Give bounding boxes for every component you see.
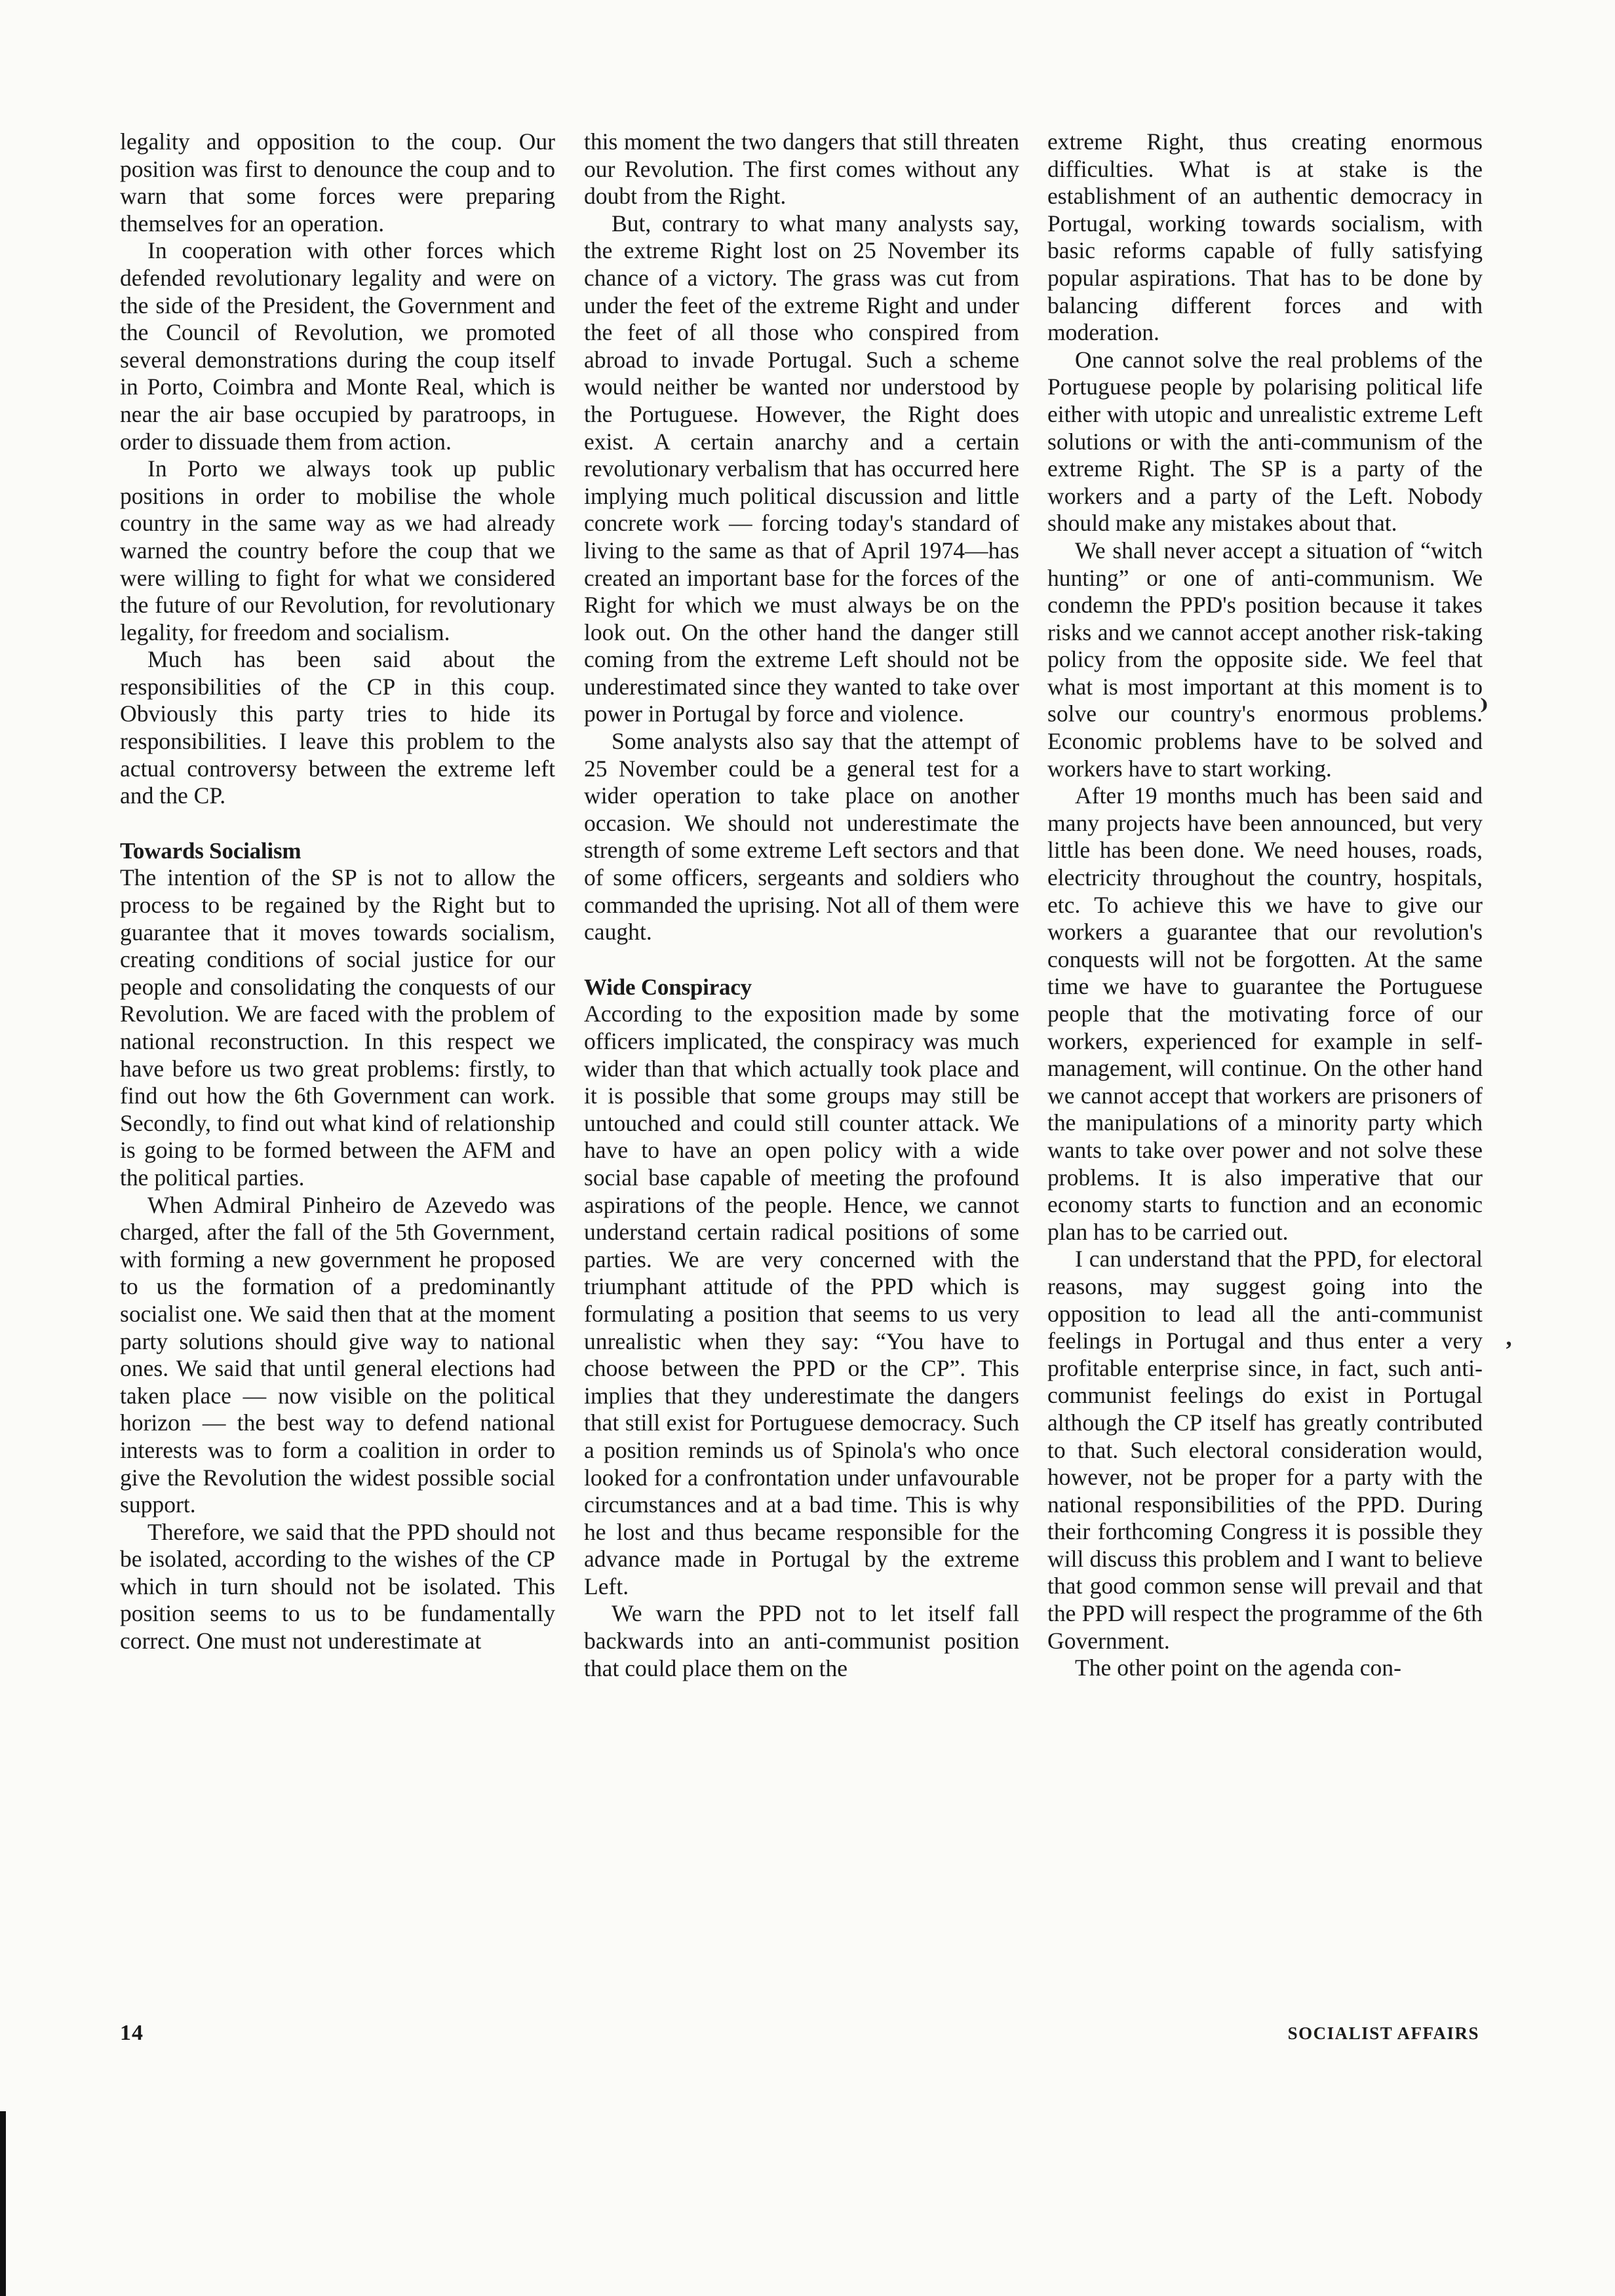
paragraph: But, contrary to what many analysts say, the extreme Right lost on 25 November its chance of a victory. The grass was cut from under the feet of the extreme Right and under the feet of all those who conspired from abroad to invade Portugal. Such a scheme would neither be wanted nor understood by the Portuguese. However, the Right does exist. A certain anarchy and a certain revolutionary verbalism that has occurred here implying much political discussion and little concrete work — forcing today's standard of living to the same as that of April 1974—has created an important base for the forces of the Right for which we must always be on the look out. On the other hand the danger still coming from the extreme Left should not be underestimated since they wanted to take over power in Portugal by force and violence. <box>584 210 1019 727</box>
paragraph: legality and opposition to the coup. Our position was first to denounce the coup and to warn that some forces were preparing themselves for an operation. <box>120 128 555 237</box>
paragraph: According to the exposition made by some officers implicated, the conspiracy was much wider than that which actually took place and it is possible that some groups may still be untouched and could still counter attack. We have to have an open policy with a wide social base capable of meeting the profound aspirations of the people. Hence, we cannot understand certain radical positions of some parties. We are very concerned with the triumphant attitude of the PPD which is formulating a position that seems to us very unrealistic when they say: “You have to choose between the PPD or the CP”. This implies that they underestimate the dangers that still exist for Portuguese democracy. Such a position reminds us of Spinola's who once looked for a confrontation under unfavourable circumstances and at a bad time. This is why he lost and thus became responsible for the advance made in Portugal by the extreme Left. <box>584 1001 1019 1599</box>
paragraph: Much has been said about the responsibilities of the CP in this coup. Obviously this party tries to hide its responsibilities. I leave this problem to the actual controversy between the extreme left and the CP. <box>120 646 555 809</box>
page-number: 14 <box>120 2021 144 2045</box>
paragraph: The intention of the SP is not to allow the process to be regained by the Right but to guarantee that it moves towards socialism, creating conditions of social justice for our people and consolidating the conquests of our Revolution. We are faced with the problem of national reconstruction. In this respect we have before us two great problems: firstly, to find out how the 6th Government can work. Secondly, to find out what kind of relationship is going to be formed between the AFM and the political parties. <box>120 864 555 1191</box>
paragraph: Some analysts also say that the attempt of 25 November could be a general test for a wider operation to take place on another occasion. We should not underestimate the strength of some extreme Left sectors and that of some officers, sergeants and soldiers who commanded the uprising. Not all of them were caught. <box>584 728 1019 946</box>
paragraph: In Porto we always took up public positions in order to mobilise the whole country in the same way as we had already warned the country before the coup that we were willing to fight for what we considered the future of our Revolution, for revolutionary legality, for freedom and socialism. <box>120 455 555 645</box>
paragraph: The other point on the agenda con- <box>1075 1655 1401 1681</box>
margin-smudge-mark: ⁾ <box>1480 694 1489 726</box>
paragraph: When Admiral Pinheiro de Azevedo was charged, after the fall of the 5th Government, with forming a new government he proposed to us the formation of a predominantly socialist one. We said then that at the moment party solutions should give way to national ones. We said that until general elections had taken place — now visible on the political horizon — the best way to defend national interests was to form a coalition in order to give the Revolution the widest possible social support. <box>120 1191 555 1518</box>
paragraph: extreme Right, thus creating enormous difficulties. What is at stake is the establishment of an authentic democracy in Portugal, working towards socialism, with basic reforms capable of fully satisfying popular aspirations. That has to be done by balancing different forces and with moderation. <box>1047 128 1483 346</box>
text-column-1 <box>120 128 555 1655</box>
scan-edge-mark <box>0 2111 6 2296</box>
section-heading: Towards Socialism <box>120 837 302 864</box>
margin-smudge-mark: ‚ <box>1505 1324 1513 1350</box>
paragraph: I can understand that the PPD, for electoral reasons, may suggest going into the opposition to lead all the anti-communist feelings in Portugal and thus enter a very profitable enterprise since, in fact, such anti-communist feelings do exist in Portugal although the CP itself has greatly contributed to that. Such electoral consideration would, however, not be proper for a party with the national responsibilities of the PPD. During their forthcoming Congress it is possible they will discuss this problem and I want to believe that good common sense will prevail and that the PPD will respect the programme of the 6th Government. <box>1047 1246 1483 1654</box>
text-column-2 <box>584 128 1019 1682</box>
section-heading: Wide Conspiracy <box>584 974 752 1000</box>
paragraph: Therefore, we said that the PPD should not be isolated, according to the wishes of the CP which in turn should not be isolated. This position seems to us to be fundamentally correct. One must not underestimate at <box>120 1518 555 1655</box>
paragraph: One cannot solve the real problems of the Portuguese people by polarising political life either with utopic and unrealistic extreme Left solutions or with the anti-communism of the extreme Right. The SP is a party of the workers and a party of the Left. Nobody should make any mistakes about that. <box>1047 346 1483 537</box>
paragraph: this moment the two dangers that still threaten our Revolution. The first comes without any doubt from the Right. <box>584 128 1019 210</box>
paragraph: We warn the PPD not to let itself fall backwards into an anti-communist position that could place them on the <box>584 1600 1019 1681</box>
paragraph: In cooperation with other forces which defended revolutionary legality and were on the side of the President, the Government and the Council of Revolution, we promoted several demonstrations during the coup itself in Porto, Coimbra and Monte Real, which is near the air base occupied by paratroops, in order to dissuade them from action. <box>120 237 555 455</box>
publication-title: SOCIALIST AFFAIRS <box>1287 2023 1479 2043</box>
paragraph: We shall never accept a situation of “witch hunting” or one of anti-communism. We condemn the PPD's position because it takes risks and we cannot accept another risk-taking policy from the opposite side. We feel that what is most important at this moment is to solve our country's enormous problems. Economic problems have to be solved and workers have to start working. <box>1047 537 1483 782</box>
paragraph: After 19 months much has been said and many projects have been announced, but very little has been done. We need houses, roads, electricity throughout the country, hospitals, etc. To achieve this we have to give our workers a guarantee that our revolution's conquests will not be forgotten. At the same time we have to guarantee the Portuguese people that the motivating force of our workers, experienced for example in self-management, will continue. On the other hand we cannot accept that workers are prisoners of the manipulations of a minority party which wants to take over power and not solve these problems. It is also imperative that our economy starts to function and an economic plan has to be carried out. <box>1047 782 1483 1245</box>
text-column-3 <box>1047 128 1483 1682</box>
